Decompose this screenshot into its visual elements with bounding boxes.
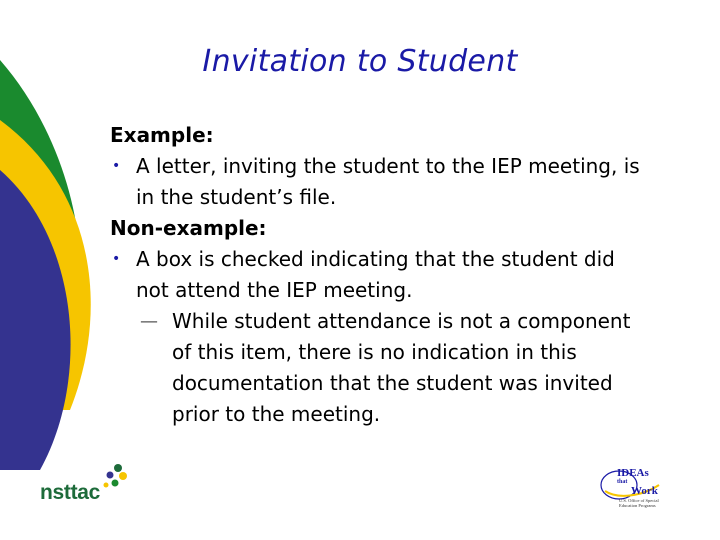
ideas-line1: IDEAs	[617, 467, 649, 479]
ideas-line3: Work	[631, 485, 658, 497]
ideas-logo-text	[617, 468, 658, 497]
example-bullet	[110, 151, 700, 213]
nonexample-bullet	[110, 244, 700, 306]
logo-dots-icon	[102, 463, 130, 491]
subbullet-line1: While student attendance is not a component	[172, 309, 631, 333]
subbullet-line4: prior to the meeting.	[172, 402, 381, 426]
ideas-that-work-logo	[597, 463, 671, 515]
nonexample-bullet-line1: A box is checked indicating that the student did	[136, 247, 615, 271]
subbullet-line3: documentation that the student was invited	[172, 371, 613, 395]
nonexample-bullet-line2: not attend the IEP meeting.	[136, 278, 413, 302]
ideas-logo-caption: U.S. Office of Special Education Programs	[619, 498, 659, 508]
bullet-icon: •	[112, 158, 121, 174]
dash-bullet-icon: —	[140, 311, 158, 332]
nonexample-heading: Non-example:	[110, 216, 267, 240]
nonexample-subbullet	[110, 306, 700, 430]
bullet-icon: •	[112, 251, 121, 267]
example-bullet-line2: in the student’s file.	[136, 185, 337, 209]
ideas-line2: that	[617, 479, 628, 485]
nsttac-logo-text: nsttac	[40, 481, 101, 504]
slide-content	[110, 120, 700, 430]
example-heading: Example:	[110, 123, 214, 147]
nsttac-logo	[40, 465, 100, 505]
slide-title: Invitation to Student	[202, 44, 518, 79]
example-bullet-line1: A letter, inviting the student to the IEP meeting, is	[136, 154, 640, 178]
subbullet-line2: of this item, there is no indication in this	[172, 340, 577, 364]
